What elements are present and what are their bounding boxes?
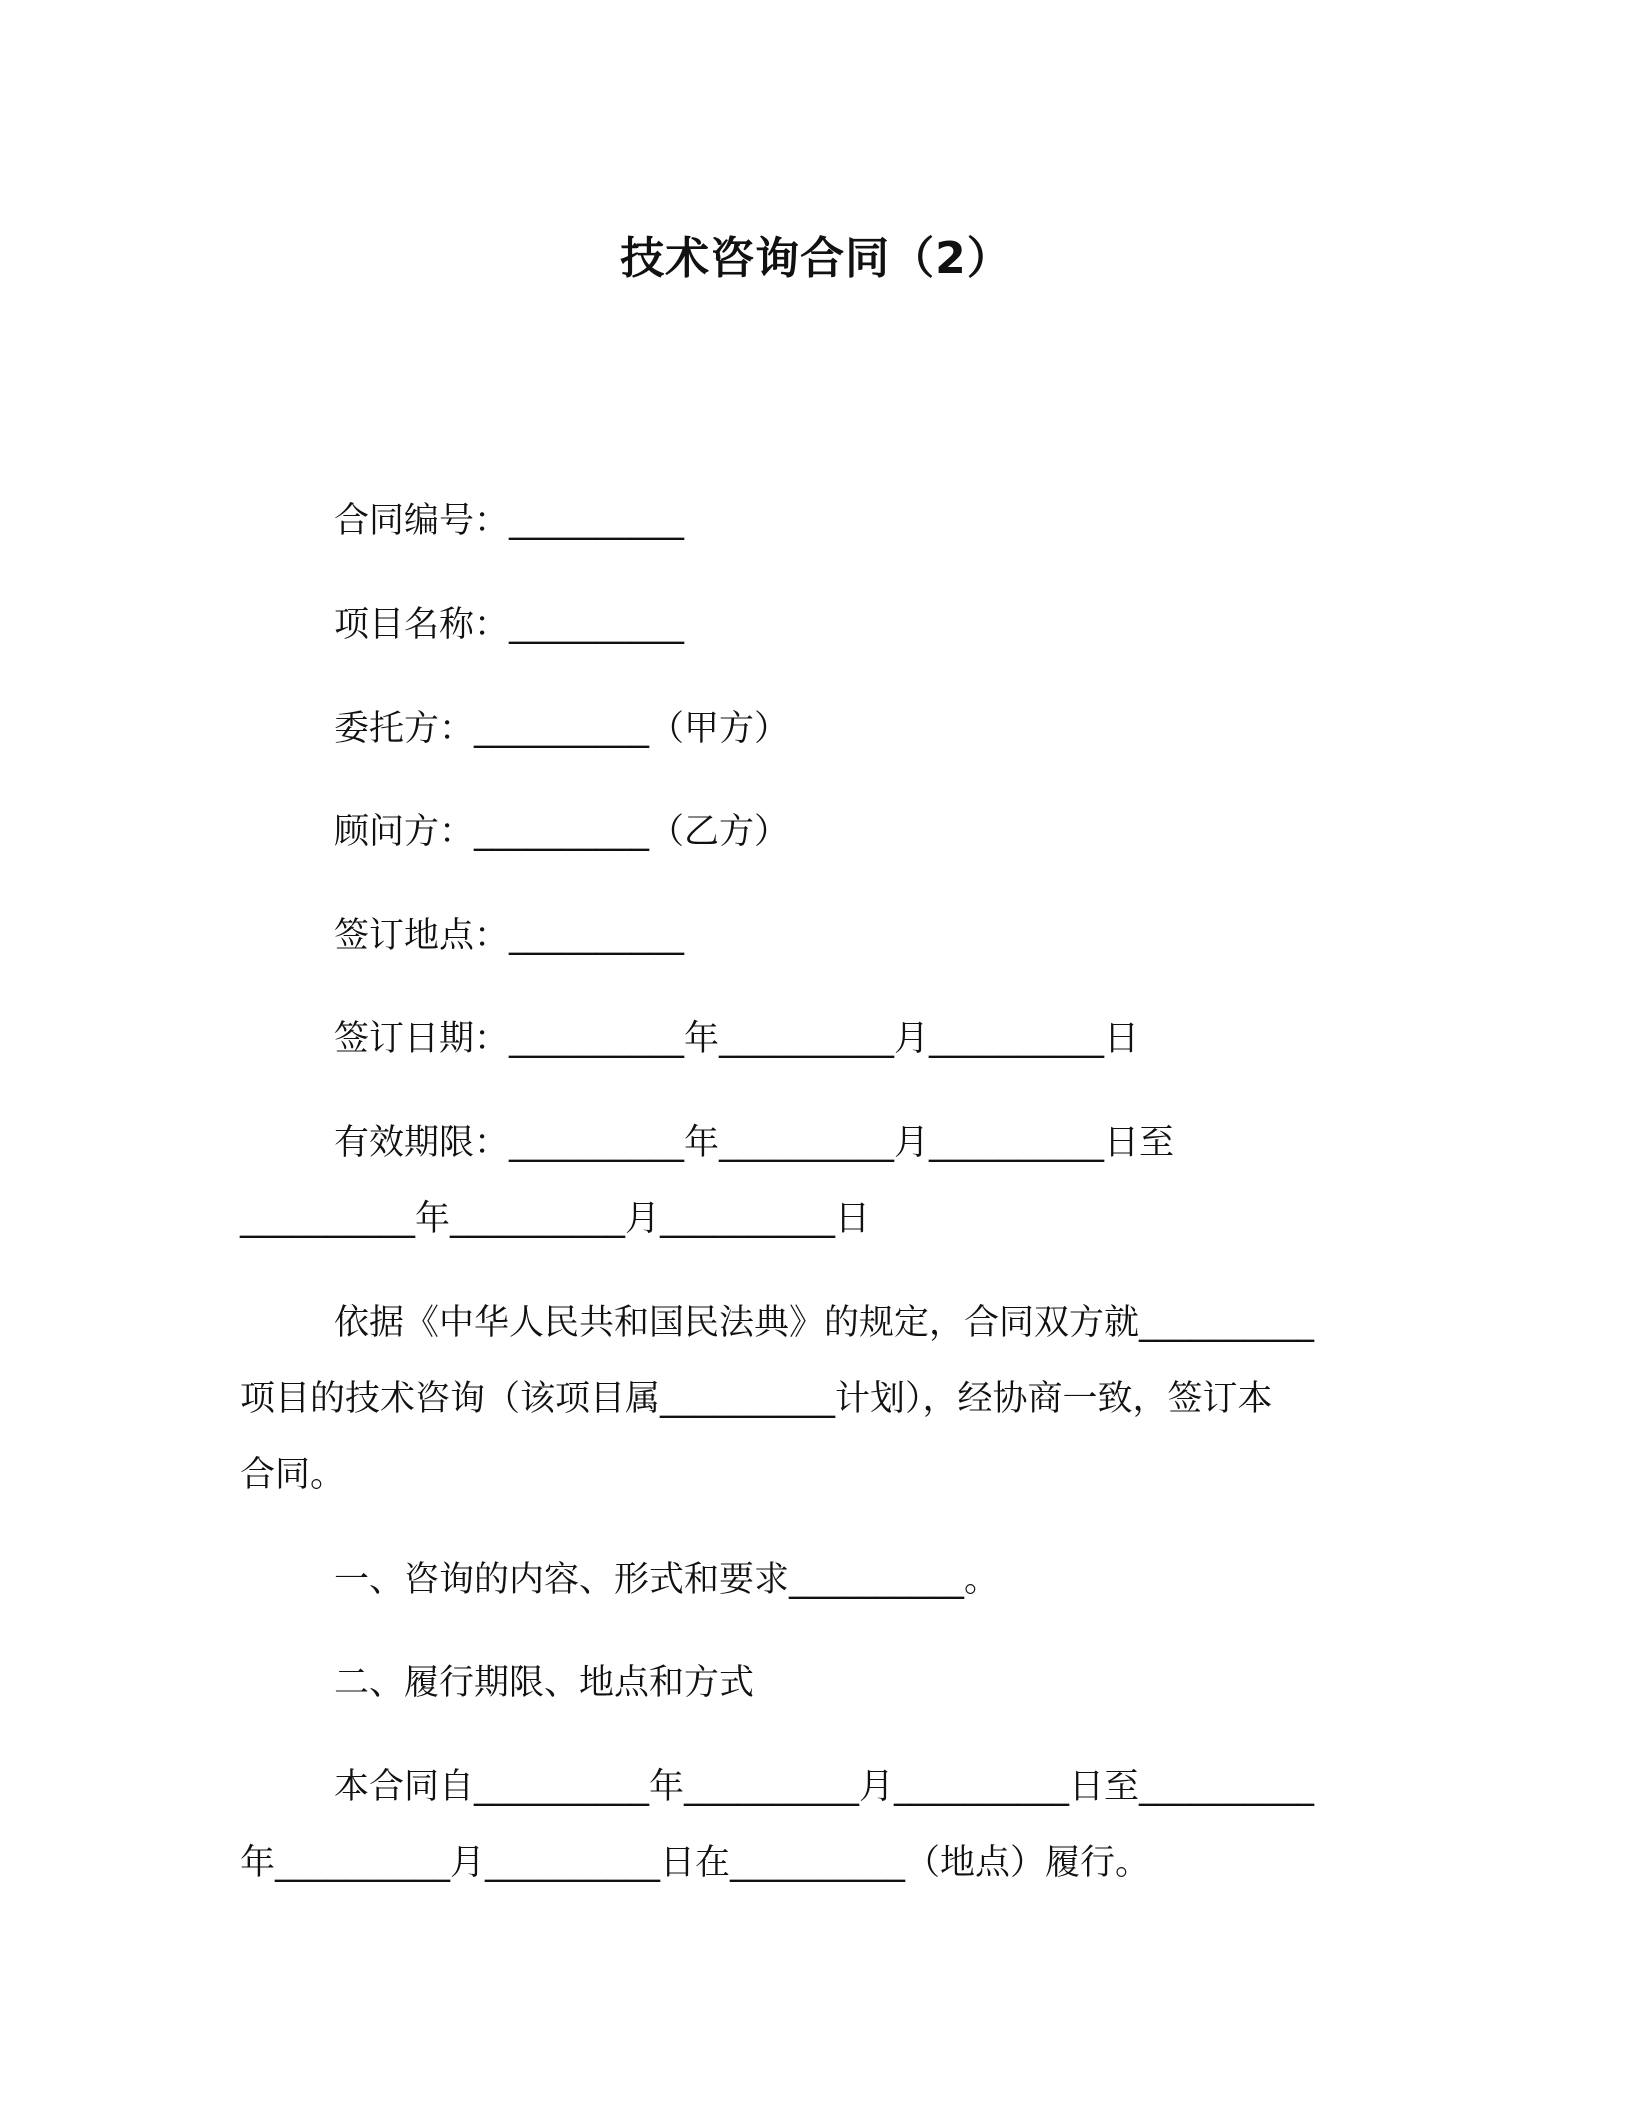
field-sign-date: 签订日期：__________年__________月__________日 bbox=[334, 1019, 1140, 1059]
section-2-heading: 二、履行期限、地点和方式 bbox=[334, 1663, 755, 1703]
preamble-line-1: 依据《中华人民共和国民法典》的规定，合同双方就__________ bbox=[334, 1303, 1315, 1343]
field-consultant: 顾问方：__________（乙方） bbox=[334, 812, 790, 852]
field-contract-number: 合同编号：__________ bbox=[334, 501, 685, 541]
preamble-line-3: 合同。 bbox=[240, 1455, 346, 1495]
field-sign-place: 签订地点：__________ bbox=[334, 916, 685, 956]
preamble-line-2: 项目的技术咨询（该项目属__________计划），经协商一致，签订本 bbox=[240, 1379, 1273, 1419]
page-title: 技术咨询合同（2） bbox=[620, 233, 1012, 284]
field-client: 委托方：__________（甲方） bbox=[334, 709, 790, 749]
field-valid-period: 有效期限：__________年__________月__________日至 bbox=[334, 1123, 1175, 1163]
section-2-line-1: 本合同自__________年__________月__________日至__________ bbox=[334, 1767, 1315, 1807]
section-2-line-2: 年__________月__________日在__________（地点）履行。 bbox=[240, 1843, 1151, 1883]
field-project-name: 项目名称：__________ bbox=[334, 605, 685, 645]
field-valid-period-continued: __________年__________月__________日 bbox=[240, 1199, 871, 1239]
section-1-heading: 一、咨询的内容、形式和要求__________。 bbox=[334, 1560, 1000, 1600]
